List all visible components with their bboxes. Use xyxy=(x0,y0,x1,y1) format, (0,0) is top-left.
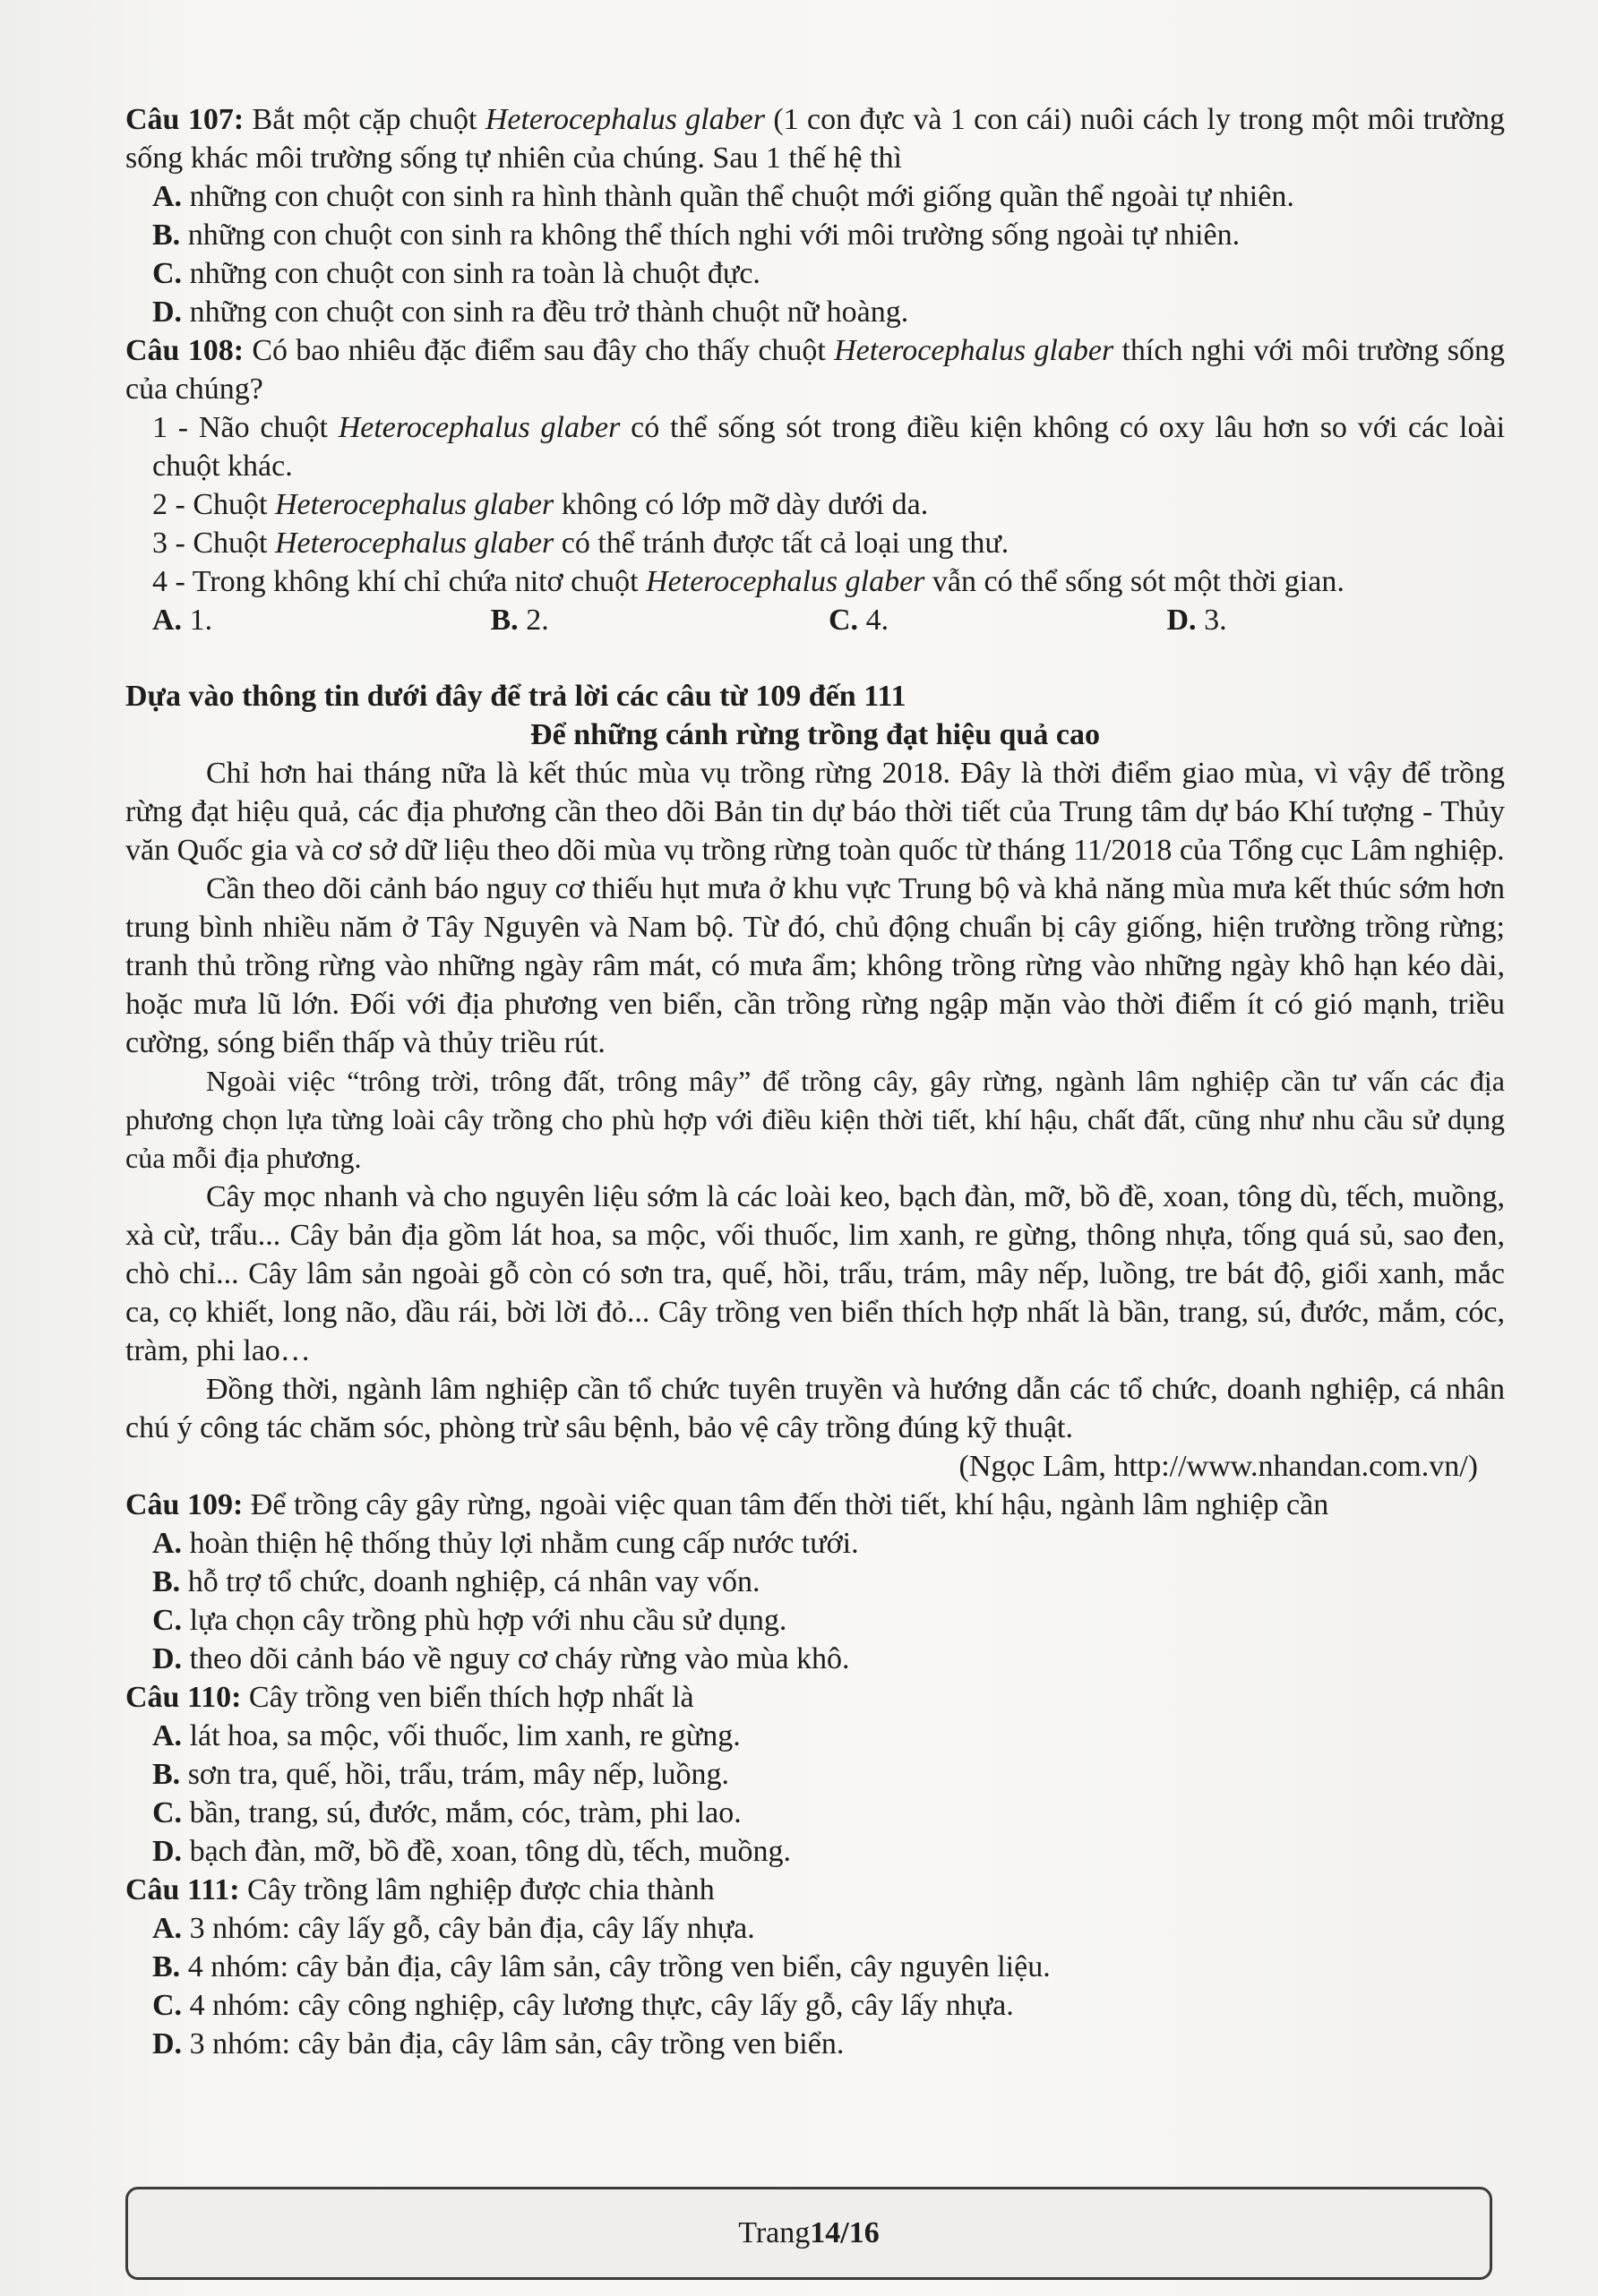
page-number: 14/16 xyxy=(810,2216,880,2249)
page-footer xyxy=(125,2187,1492,2280)
question-109 xyxy=(125,1486,1505,1678)
option-b: B. những con chuột con sinh ra không thể thích nghi với môi trường sống ngoài tự nhiên. xyxy=(152,218,1241,252)
question-number: Câu 109: xyxy=(125,1488,244,1521)
statement-1: 1 - Não chuột Heterocephalus glaber có thể sống sót trong điều kiện không có oxy lâu hơn so với các loài chuột khác. xyxy=(152,411,1506,483)
option-a: A. hoàn thiện hệ thống thủy lợi nhằm cung cấp nước tưới. xyxy=(152,1527,859,1560)
option-d: D. 3 nhóm: cây bản địa, cây lâm sản, cây trồng ven biển. xyxy=(152,2027,845,2060)
option-c: C. 4. xyxy=(829,604,889,637)
source-citation: (Ngọc Lâm, http://www.nhandan.com.vn/) xyxy=(958,1450,1478,1483)
statement-4: 4 - Trong không khí chỉ chứa nitơ chuột Heterocephalus glaber vẫn có thể sống sót một thời gian. xyxy=(152,565,1345,598)
question-number: Câu 107: xyxy=(125,103,245,136)
option-d: D. những con chuột con sinh ra đều trở thành chuột nữ hoàng. xyxy=(152,296,909,329)
reading-section xyxy=(125,677,1505,1486)
option-c: C. lựa chọn cây trồng phù hợp với nhu cầu sử dụng. xyxy=(152,1604,787,1637)
question-stem: Câu 108: Có bao nhiêu đặc điểm sau đây cho thấy chuột Heterocephalus glaber thích nghi với môi trường sống của chúng? xyxy=(125,334,1505,406)
page-label: Trang xyxy=(738,2216,811,2249)
option-c: C. những con chuột con sinh ra toàn là chuột đực. xyxy=(152,257,760,290)
option-c: C. bần, trang, sú, đước, mắm, cóc, tràm, phi lao. xyxy=(152,1796,742,1829)
option-d: D. bạch đàn, mỡ, bồ đề, xoan, tông dù, tếch, muồng. xyxy=(152,1835,791,1868)
passage-paragraph: Chỉ hơn hai tháng nữa là kết thúc mùa vụ trồng rừng 2018. Đây là thời điểm giao mùa, vì vậy để trồng rừng đạt hiệu quả, các địa phương cần theo dõi Bản tin dự báo thời tiết của Trung tâm dự báo Khí tượng - Thủy văn Quốc gia và cơ sở dữ liệu theo dõi mùa vụ trồng rừng toàn quốc từ tháng 11/2018 của Tổng cục Lâm nghiệp. xyxy=(125,757,1505,867)
section-heading: Dựa vào thông tin dưới đây để trả lời các câu từ 109 đến 111 xyxy=(125,680,906,713)
question-107 xyxy=(125,100,1505,331)
option-a: A. những con chuột con sinh ra hình thành quần thể chuột mới giống quần thể ngoài tự nhiên. xyxy=(152,180,1294,213)
option-b: B. hỗ trợ tổ chức, doanh nghiệp, cá nhân vay vốn. xyxy=(152,1565,760,1598)
question-stem: Câu 107: Bắt một cặp chuột Heterocephalus glaber (1 con đực và 1 con cái) nuôi cách ly trong một môi trường sống khác môi trường sống tự nhiên của chúng. Sau 1 thế hệ thì xyxy=(125,103,1506,175)
question-number: Câu 110: xyxy=(125,1681,242,1714)
question-stem: Câu 110: Cây trồng ven biển thích hợp nhất là xyxy=(125,1681,694,1714)
question-108 xyxy=(125,331,1505,639)
passage-paragraph: Ngoài việc “trông trời, trông đất, trông mây” để trồng cây, gây rừng, ngành lâm nghiệp cần tư vấn các địa phương chọn lựa từng loài cây trồng cho phù hợp với điều kiện thời tiết, khí hậu, chất đất, cũng như nhu cầu sử dụng của mỗi địa phương. xyxy=(125,1065,1505,1174)
question-110 xyxy=(125,1678,1505,1871)
question-number: Câu 111: xyxy=(125,1873,240,1906)
option-b: B. 2. xyxy=(490,604,549,637)
option-b: B. 4 nhóm: cây bản địa, cây lâm sản, cây trồng ven biển, cây nguyên liệu. xyxy=(152,1950,1051,1983)
option-b: B. sơn tra, quế, hồi, trẩu, trám, mây nếp, luồng. xyxy=(152,1758,730,1791)
passage-paragraph: Cây mọc nhanh và cho nguyên liệu sớm là các loài keo, bạch đàn, mỡ, bồ đề, xoan, tông dù, tếch, muồng, xà cừ, trẩu... Cây bản địa gồm lát hoa, sa mộc, vối thuốc, lim xanh, re gừng, thông nhựa, tống quá sủ, sao đen, chò chỉ... Cây lâm sản ngoài gỗ còn có sơn tra, quế, hồi, trẩu, trám, mây nếp, luồng, tre bát độ, giổi xanh, mắc ca, cọ khiết, long não, dầu rái, bời lời đỏ... Cây trồng ven biển thích hợp nhất là bần, trang, sú, đước, mắm, cóc, tràm, phi lao… xyxy=(125,1180,1505,1367)
option-c: C. 4 nhóm: cây công nghiệp, cây lương thực, cây lấy gỗ, cây lấy nhựa. xyxy=(152,1989,1014,2022)
passage-paragraph: Cần theo dõi cảnh báo nguy cơ thiếu hụt mưa ở khu vực Trung bộ và khả năng mùa mưa kết thúc sớm hơn trung bình nhiều năm ở Tây Nguyên và Nam bộ. Từ đó, chủ động chuẩn bị cây giống, hiện trường trồng rừng; tranh thủ trồng rừng vào những ngày râm mát, có mưa ẩm; không trồng rừng vào những ngày khô hạn kéo dài, hoặc mưa lũ lớn. Đối với địa phương ven biển, cần trồng rừng ngập mặn vào thời điểm ít có gió mạnh, triều cường, sóng biển thấp và thủy triều rút. xyxy=(125,872,1505,1059)
option-d: D. theo dõi cảnh báo về nguy cơ cháy rừng vào mùa khô. xyxy=(152,1642,850,1675)
answer-choices xyxy=(152,601,1505,639)
option-a: A. 3 nhóm: cây lấy gỗ, cây bản địa, cây lấy nhựa. xyxy=(152,1912,755,1945)
question-number: Câu 108: xyxy=(125,334,245,367)
passage-title: Để những cánh rừng trồng đạt hiệu quả cao xyxy=(530,718,1100,751)
page-content xyxy=(125,100,1505,2063)
passage-paragraph: Đồng thời, ngành lâm nghiệp cần tổ chức tuyên truyền và hướng dẫn các tổ chức, doanh nghiệp, cá nhân chú ý công tác chăm sóc, phòng trừ sâu bệnh, bảo vệ cây trồng đúng kỹ thuật. xyxy=(125,1373,1505,1444)
question-stem: Câu 111: Cây trồng lâm nghiệp được chia thành xyxy=(125,1873,715,1906)
option-d: D. 3. xyxy=(1166,604,1227,637)
statement-2: 2 - Chuột Heterocephalus glaber không có lớp mỡ dày dưới da. xyxy=(152,488,929,521)
option-a: A. lát hoa, sa mộc, vối thuốc, lim xanh, re gừng. xyxy=(152,1719,741,1752)
question-stem: Câu 109: Để trồng cây gây rừng, ngoài việc quan tâm đến thời tiết, khí hậu, ngành lâm nghiệp cần xyxy=(125,1488,1329,1521)
question-111 xyxy=(125,1871,1505,2063)
option-a: A. 1. xyxy=(152,604,213,637)
statement-3: 3 - Chuột Heterocephalus glaber có thể tránh được tất cả loại ung thư. xyxy=(152,527,1009,560)
